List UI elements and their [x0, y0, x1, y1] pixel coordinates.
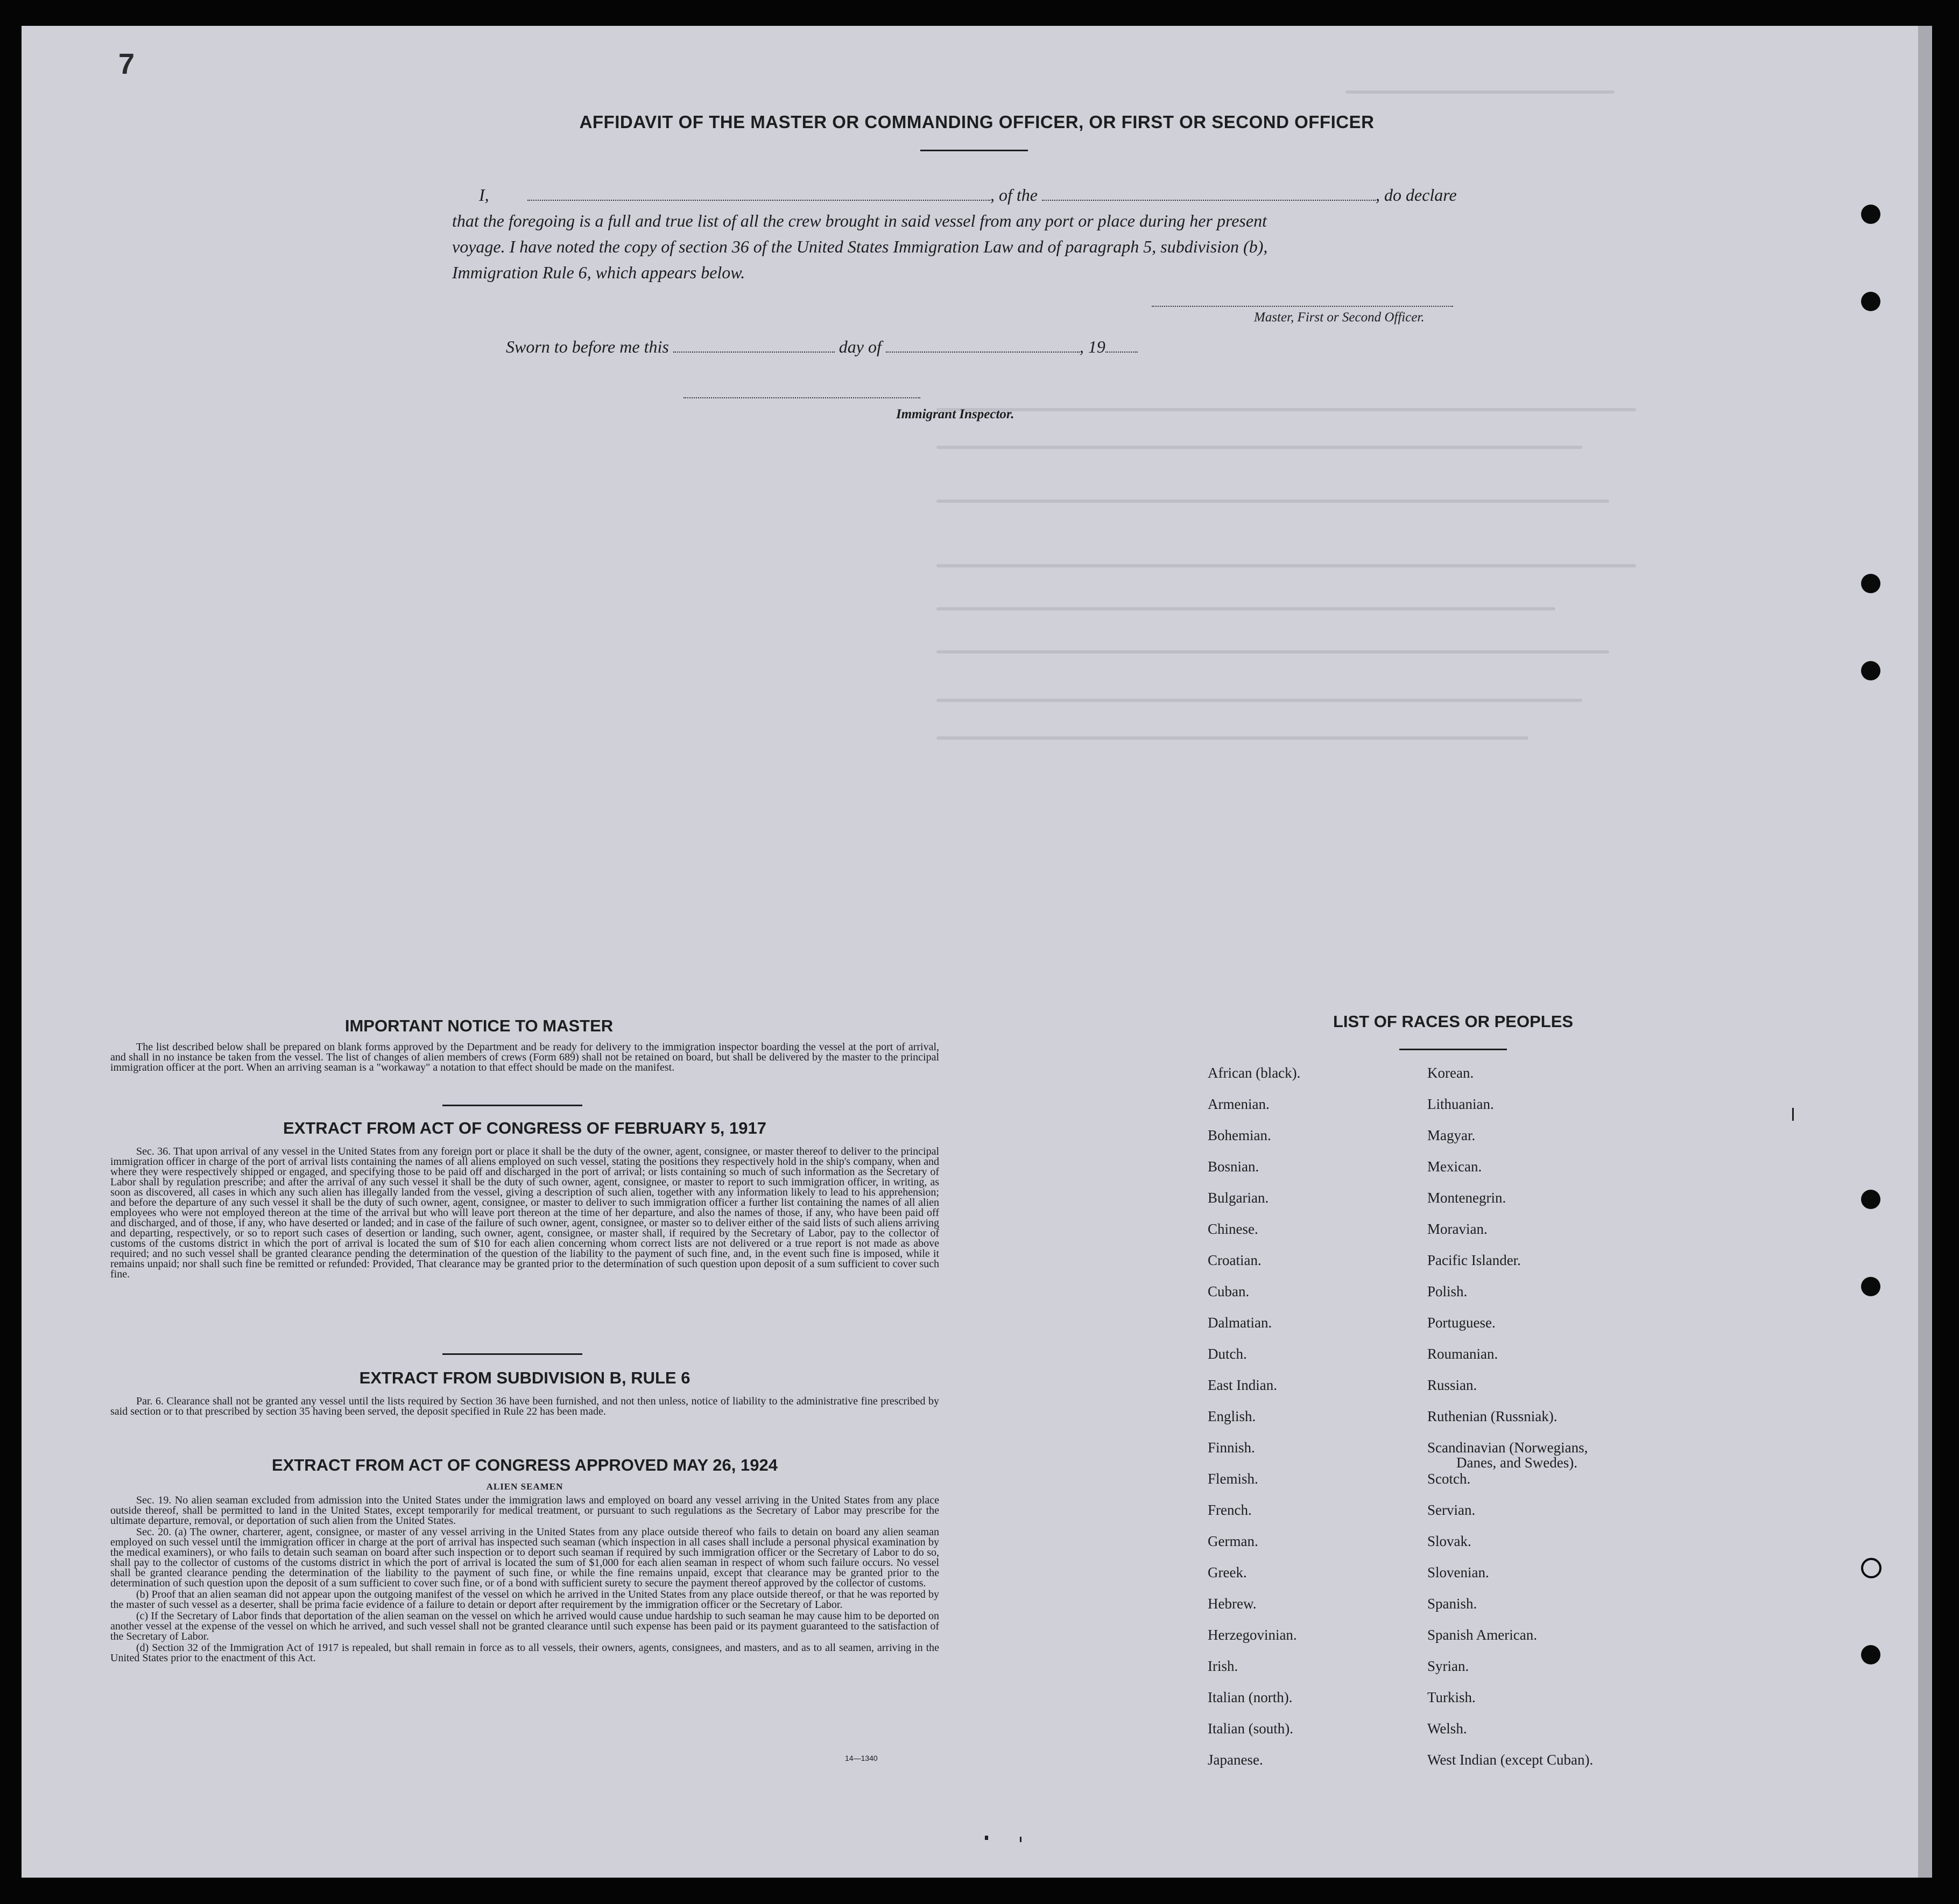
- extract-1917-rule: [442, 1353, 582, 1355]
- race-item: Polish.: [1427, 1283, 1468, 1299]
- punch-hole: [1861, 1645, 1880, 1664]
- sworn-text: Sworn to before me this: [506, 337, 669, 356]
- master-signature-line[interactable]: [1152, 306, 1453, 307]
- race-item: Mexican.: [1427, 1158, 1482, 1175]
- races-title-rule: [1399, 1049, 1507, 1050]
- punch-hole: [1861, 1277, 1880, 1296]
- affidavit-title: AFFIDAVIT OF THE MASTER OR COMMANDING OFFICER, OR FIRST OR SECOND OFFICER: [579, 112, 1375, 132]
- extract-1917-title: EXTRACT FROM ACT OF CONGRESS OF FEBRUARY 5, 1917: [283, 1119, 766, 1137]
- sworn-line: [506, 337, 1138, 357]
- race-item: Moravian.: [1427, 1221, 1488, 1237]
- tick-mark: [1792, 1108, 1794, 1121]
- race-item: Syrian.: [1427, 1658, 1469, 1674]
- punch-hole: [1861, 661, 1880, 680]
- races-right-column: [1427, 1065, 1593, 1783]
- day-blank[interactable]: [673, 352, 835, 353]
- master-signature-label: Master, First or Second Officer.: [1254, 310, 1425, 325]
- race-item: Dalmatian.: [1208, 1315, 1272, 1331]
- inspector-signature-line[interactable]: [683, 397, 920, 398]
- race-item: Chinese.: [1208, 1221, 1258, 1237]
- month-blank[interactable]: [886, 352, 1080, 353]
- race-item: Turkish.: [1427, 1689, 1476, 1705]
- race-item: Japanese.: [1208, 1752, 1263, 1768]
- affidavit-line-4: Immigration Rule 6, which appears below.: [452, 263, 745, 282]
- tick-mark: [1020, 1837, 1021, 1842]
- punch-hole: [1861, 574, 1880, 593]
- race-item: Servian.: [1427, 1502, 1476, 1518]
- race-item: French.: [1208, 1502, 1252, 1518]
- race-item: Finnish.: [1208, 1439, 1255, 1456]
- page-edge: [1918, 26, 1932, 1878]
- race-item: Irish.: [1208, 1658, 1238, 1674]
- race-item: Slovak.: [1427, 1533, 1471, 1549]
- race-item: Armenian.: [1208, 1096, 1270, 1112]
- race-item: West Indian (except Cuban).: [1427, 1752, 1594, 1768]
- sec-20c-paragraph: (c) If the Secretary of Labor finds that deportation of the alien seaman on the vessel on which he arrived would cause undue hardship to such seaman he may cause him to be deported on another vessel at the expense of the vessel on which he arrived, and such vessel shall not be granted clearance until such expense has been paid or its payment guaranteed to the satisfaction of the Secretary of Labor.: [110, 1610, 939, 1642]
- par-6-paragraph: Par. 6. Clearance shall not be granted any vessel until the lists required by Section 36 have been furnished, and not then unless, notice of liability to the administrative fine prescribed by said section or to that prescribed by section 35 having been served, the deposit specified in Rule 22 has been made.: [110, 1395, 939, 1417]
- race-item: Dutch.: [1208, 1346, 1247, 1362]
- race-item: Croatian.: [1208, 1252, 1262, 1268]
- notice-body: [110, 1042, 939, 1074]
- affidavit-of-the: , of the: [990, 185, 1038, 205]
- extract-rule6-title: EXTRACT FROM SUBDIVISION B, RULE 6: [359, 1368, 690, 1387]
- race-item: Danes, and Swedes).: [1456, 1455, 1577, 1471]
- races-left-column: [1208, 1065, 1300, 1783]
- sec-20d-paragraph: (d) Section 32 of the Immigration Act of 1917 is repealed, but shall remain in force as to all vessels, their owners, agents, consignees, and masters, and as to all seamen, arriving in the United States prior to the enactment of this Act.: [110, 1642, 939, 1664]
- day-of-text: day of: [838, 337, 882, 356]
- affidavit-i: I,: [479, 185, 489, 205]
- notice-title: IMPORTANT NOTICE TO MASTER: [344, 1016, 614, 1035]
- race-item: Russian.: [1427, 1377, 1477, 1393]
- race-item: Greek.: [1208, 1564, 1247, 1580]
- affidavit-declare: , do declare: [1375, 185, 1457, 205]
- page-marker: 7: [118, 48, 135, 80]
- race-item: Welsh.: [1427, 1720, 1467, 1737]
- affidavit-body: [452, 182, 1534, 285]
- notice-rule: [442, 1105, 582, 1106]
- punch-hole: [1861, 292, 1880, 311]
- form-number: 14—1340: [845, 1754, 878, 1762]
- race-item: Italian (south).: [1208, 1720, 1293, 1737]
- race-item: Spanish American.: [1427, 1627, 1537, 1643]
- name-blank[interactable]: [527, 200, 990, 201]
- year-blank[interactable]: [1105, 352, 1138, 353]
- year-prefix: , 19: [1079, 337, 1105, 356]
- punch-hole: [1861, 1190, 1880, 1209]
- document-page: [22, 26, 1932, 1878]
- tick-mark: [985, 1836, 988, 1840]
- affidavit-line-2: that the foregoing is a full and true list of all the crew brought in said vessel from any port or place during her present: [452, 211, 1267, 230]
- race-item: Lithuanian.: [1427, 1096, 1494, 1112]
- races-title: LIST OF RACES OR PEOPLES: [1333, 1012, 1574, 1031]
- affidavit-line-3: voyage. I have noted the copy of section 36 of the United States Immigration Law and of paragraph 5, subdivision (b),: [452, 237, 1268, 256]
- race-item: Scandinavian (Norwegians,: [1427, 1439, 1588, 1456]
- race-item: Bosnian.: [1208, 1158, 1259, 1175]
- extract-1917-body: [110, 1147, 939, 1281]
- race-item: Bulgarian.: [1208, 1190, 1269, 1206]
- extract-1924-body: [110, 1495, 939, 1664]
- race-item: Hebrew.: [1208, 1596, 1257, 1612]
- extract-rule6-body: [110, 1396, 939, 1418]
- race-item: Ruthenian (Russniak).: [1427, 1408, 1558, 1424]
- extract-1924-title: EXTRACT FROM ACT OF CONGRESS APPROVED MAY 26, 1924: [272, 1456, 778, 1474]
- extract-1924-subtitle: ALIEN SEAMEN: [486, 1481, 563, 1492]
- race-item: Magyar.: [1427, 1127, 1476, 1143]
- race-item: Korean.: [1427, 1065, 1474, 1081]
- punch-hole: [1861, 205, 1880, 224]
- race-item: Herzegovinian.: [1208, 1627, 1297, 1643]
- race-item: Scotch.: [1427, 1471, 1471, 1487]
- race-item: Portuguese.: [1427, 1315, 1496, 1331]
- sec-20a-paragraph: Sec. 20. (a) The owner, charterer, agent, consignee, or master of any vessel arriving in the United States from any place outside thereof who fails to detain on board any alien seaman employed on such vessel until the immigration officer in charge at the port of arrival has inspected such seaman (which inspection in all cases shall include a personal physical examination by the medical examiners), or who fails to detain such seaman on board after such inspection or to deport such seaman if required by such immigration officer or the Secretary of Labor to do so, shall pay to the collector of customs of the customs district in which the port of arrival is located the sum of $1,000 for each alien seaman in respect of whom such failure occurs. No vessel shall be granted clearance pending the determination of the liability to the payment of such fine, or while the fine remains unpaid, except that clearance may be granted prior to the determination of such question upon the deposit of a sum sufficient to cover such fine, or of a bond with sufficient surety to secure the payment thereof approved by the collector of customs.: [110, 1526, 939, 1589]
- race-item: African (black).: [1208, 1065, 1301, 1081]
- sec-19-paragraph: Sec. 19. No alien seaman excluded from admission into the United States under the immigration laws and employed on board any vessel arriving in the United States from any place outside thereof, shall be permitted to land in the United States, except temporarily for medical treatment, or pursuant to such regulations as the Secretary of Labor may prescribe for the ultimate departure, removal, or deportation of such alien from the United States.: [110, 1494, 939, 1527]
- punch-hole: [1861, 1558, 1882, 1578]
- sec-20b-paragraph: (b) Proof that an alien seaman did not appear upon the outgoing manifest of the vessel on which he arrived in the United States from any place outside thereof, or that he was reported by the master of such vessel as a deserter, shall be prima facie evidence of a failure to detain or deport after requirement by the immigration officer or the Secretary of Labor.: [110, 1589, 939, 1611]
- race-item: Spanish.: [1427, 1596, 1477, 1612]
- race-item: Montenegrin.: [1427, 1190, 1506, 1206]
- sec-36-paragraph: Sec. 36. That upon arrival of any vessel in the United States from any foreign port or place it shall be the duty of the owner, agent, consignee, or master thereof to deliver to the principal immigration officer in charge of the port of arrival lists containing the names of all aliens employed on such vessel, stating the positions they respectively hold in the ship's company, when and where they were respectively shipped or engaged, and specifying those to be paid off and discharged in the port of arrival; or lists containing so much of such information as the Secretary of Labor shall by regulation prescribe; and after the arrival of any such vessel it shall be the duty of such owner, agent, consignee, or master to report to such immigration officer, in writing, as soon as discovered, all cases in which any such alien has illegally landed from the vessel, giving a description of such alien, together with any information likely to lead to his apprehension; and before the departure of any such vessel it shall be the duty of such owner, agent, consignee, or master to deliver to such immigration officer a further list containing the names of all alien employees who were not employed thereon at the time of the arrival but who will leave port thereon at the time of her departure, and also the names of those, if any, who have been paid off and discharged, and of those, if any, who have deserted or landed; and in case of the failure of such owner, agent, consignee, or master so to deliver either of the said lists of such aliens arriving and departing, respectively, or so to report such cases of desertion or landing, such owner, agent, consignee, or master shall, if required by the Secretary of Labor, pay to the collector of customs of the customs district in which the port of arrival is located the sum of $10 for each alien concerning whom correct lists are not delivered or a true report is not made as above required; and no such vessel shall be granted clearance pending the determination of the question of the liability to the payment of such fine, and, in the event such fine is imposed, while it remains unpaid; nor shall such fine be remitted or refunded: Provided, That clearance may be granted prior to the determination of such question upon deposit of a sum sufficient to cover such fine.: [110, 1146, 939, 1280]
- race-item: Italian (north).: [1208, 1689, 1293, 1705]
- race-item: Slovenian.: [1427, 1564, 1489, 1580]
- race-item: Cuban.: [1208, 1283, 1250, 1299]
- affidavit-title-rule: [920, 150, 1028, 151]
- notice-paragraph: The list described below shall be prepared on blank forms approved by the Department and be ready for delivery to the immigration inspector boarding the vessel at the port of arrival, and shall in no instance be taken from the vessel. The list of changes of alien members of crews (Form 689) shall not be retained on board, but shall be delivered by the master to the principal immigration officer at the port. When an arriving seaman is a "workaway" a notation to that effect should be made on the manifest.: [110, 1041, 939, 1073]
- race-item: East Indian.: [1208, 1377, 1277, 1393]
- race-item: Bohemian.: [1208, 1127, 1271, 1143]
- inspector-label: Immigrant Inspector.: [896, 407, 1014, 421]
- race-item: Flemish.: [1208, 1471, 1258, 1487]
- race-item: German.: [1208, 1533, 1258, 1549]
- race-item: Pacific Islander.: [1427, 1252, 1521, 1268]
- vessel-blank[interactable]: [1042, 200, 1376, 201]
- race-item: English.: [1208, 1408, 1256, 1424]
- race-item: Roumanian.: [1427, 1346, 1498, 1362]
